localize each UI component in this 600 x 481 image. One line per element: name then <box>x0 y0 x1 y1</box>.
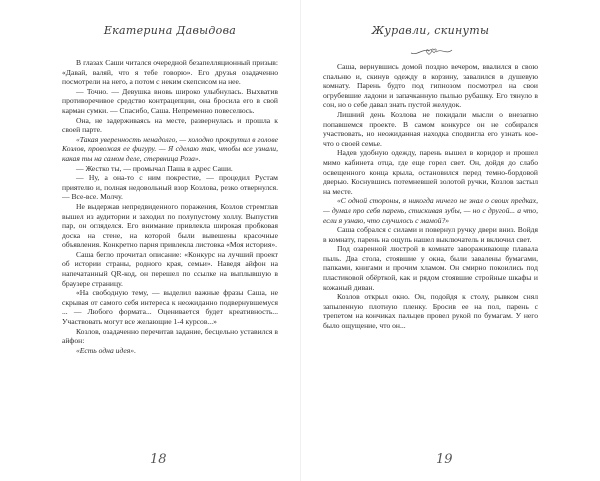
left-page-number: 18 <box>150 452 167 467</box>
paragraph: Саша собрался с силами и повернул ручку двери вниз. Войдя в комнату, парень на ощупь нашел выключатель и включил свет. <box>323 225 538 244</box>
right-page-number: 19 <box>436 452 453 467</box>
paragraph: Лишний день Козлова не покидали мысли о внезапно попавшемся проекте. В самом конкурсе он не собирался участвовать, но неожиданная находка сподвигла его узнать кое-что о своей семье. <box>323 109 538 148</box>
paragraph: Под озаренной люстрой в комнате завораживающе плавала пыль. Два стола, стоявшие у окна, были завалены бумагами, папками, книгами и прочим хламом. Он смирно покоились под пластиковой обёрткой, как и рядом стоявшие стройные шкафы и кожаный диван. <box>323 244 538 292</box>
paragraph: — Ну, а она-то с ним покрестие, — процедил Рустам приятелю и, полная недовольный взор Козлова, резко отвернулся. — Все-все. Молчу. <box>62 173 278 202</box>
paragraph: Надев удобную одежду, парень вышел в коридор и прошел мимо кабинета отца, где еще горел свет. Он, дойдя до слабо освещенного конца крыла, остановился перед темно-бордовой дверью. Коснувшись потемневшей золотой ручки, Козлов застыл на месте. <box>323 148 538 196</box>
paragraph: Саша бегло прочитал описание: «Конкурс на лучший проект об истории страны, родного края, семьи». Наведя айфон на напечатанный QR-код, он перешел по ссылке на выплывшую в браузере страницу. <box>62 249 278 288</box>
paragraph: «С одной стороны, я никогда ничего не знал о своих предках, — думал про себя парень, стискивая зубы, — но с другой... а что, если я узнаю, что случилось с мамой?» <box>323 196 538 225</box>
left-body-text <box>62 58 278 355</box>
paragraph: Козлов, озадаченно перечитав задание, бесцельно уставился в айфон: <box>62 326 278 346</box>
paragraph: Саша, вернувшись домой поздно вечером, ввалился в свою спальню и, скинув одежду в корзину, завалился в душевую комнату. Парень будто под гипнозом посмотрел на свои огрубевшие ладони и запачканную пылью рубашку. Его тянуло в сон, но о себе давал знать пустой желудок. <box>323 62 538 110</box>
paragraph: Она, не задерживаясь на месте, развернулась и прошла к своей парте. <box>62 115 278 135</box>
paragraph: «Есть одна идея». <box>76 345 136 355</box>
paragraph: В глазах Саши читался очередной безапелляционный призыв: «Давай, валяй, что я тебе говорю». Его друзья озадаченно посмотрели на него, а потом с неким скепсисом на нее. <box>62 58 278 87</box>
paragraph: «Такая уверенность ненадолго, — холодно прокрутил в голове Козлов, провожая ее фигуру. — Я сделаю так, чтобы все узнали, какая ты на самом деле, стервница Роза». <box>62 134 278 163</box>
paragraph: Козлов открыл окно. Он, подойдя к столу, рывком снял запыленную плотную пленку. Бросив ее на пол, парень с трепетом на кончиках пальцев провел рукой по бумагам. У него было ощущение, что он... <box>323 292 538 331</box>
paragraph: Не выдержав непредвиденного поражения, Козлов стремглав вышел из аудитории и заходил по полупустому холлу. Выпустив пар, он огляделся. Его внимание привлекла широкая пробковая доска на стене, на которой были вывешены красочные объявления. Конкретно парня привлекла листовка «Моя история». <box>62 201 278 250</box>
paragraph: «На свободную тему, — выделил важные фразы Саша, не скрывая от самого себя интереса к неожиданно подвернувшемуся ... — Любого формата... Оценивается будет креативность... Участвовать могут все желающие 1-4 курсов...» <box>62 288 278 327</box>
left-running-header: Екатерина Давыдова <box>103 24 237 37</box>
right-body-text <box>323 62 538 331</box>
right-running-header: Журавли, скинуты <box>371 24 490 37</box>
right-page <box>300 0 600 481</box>
hearts-ornament-icon <box>407 42 455 58</box>
paragraph: — Точно. — Девушка вновь широко улыбнулась. Выхватив противоречивое средство контрацепции, она бросила его в свой карман сумки. — Спасибо, Саша. Непременно повеселюсь. <box>62 86 278 115</box>
paragraph: — Жестко ты, — промычал Паша в адрес Саши. <box>76 163 233 173</box>
